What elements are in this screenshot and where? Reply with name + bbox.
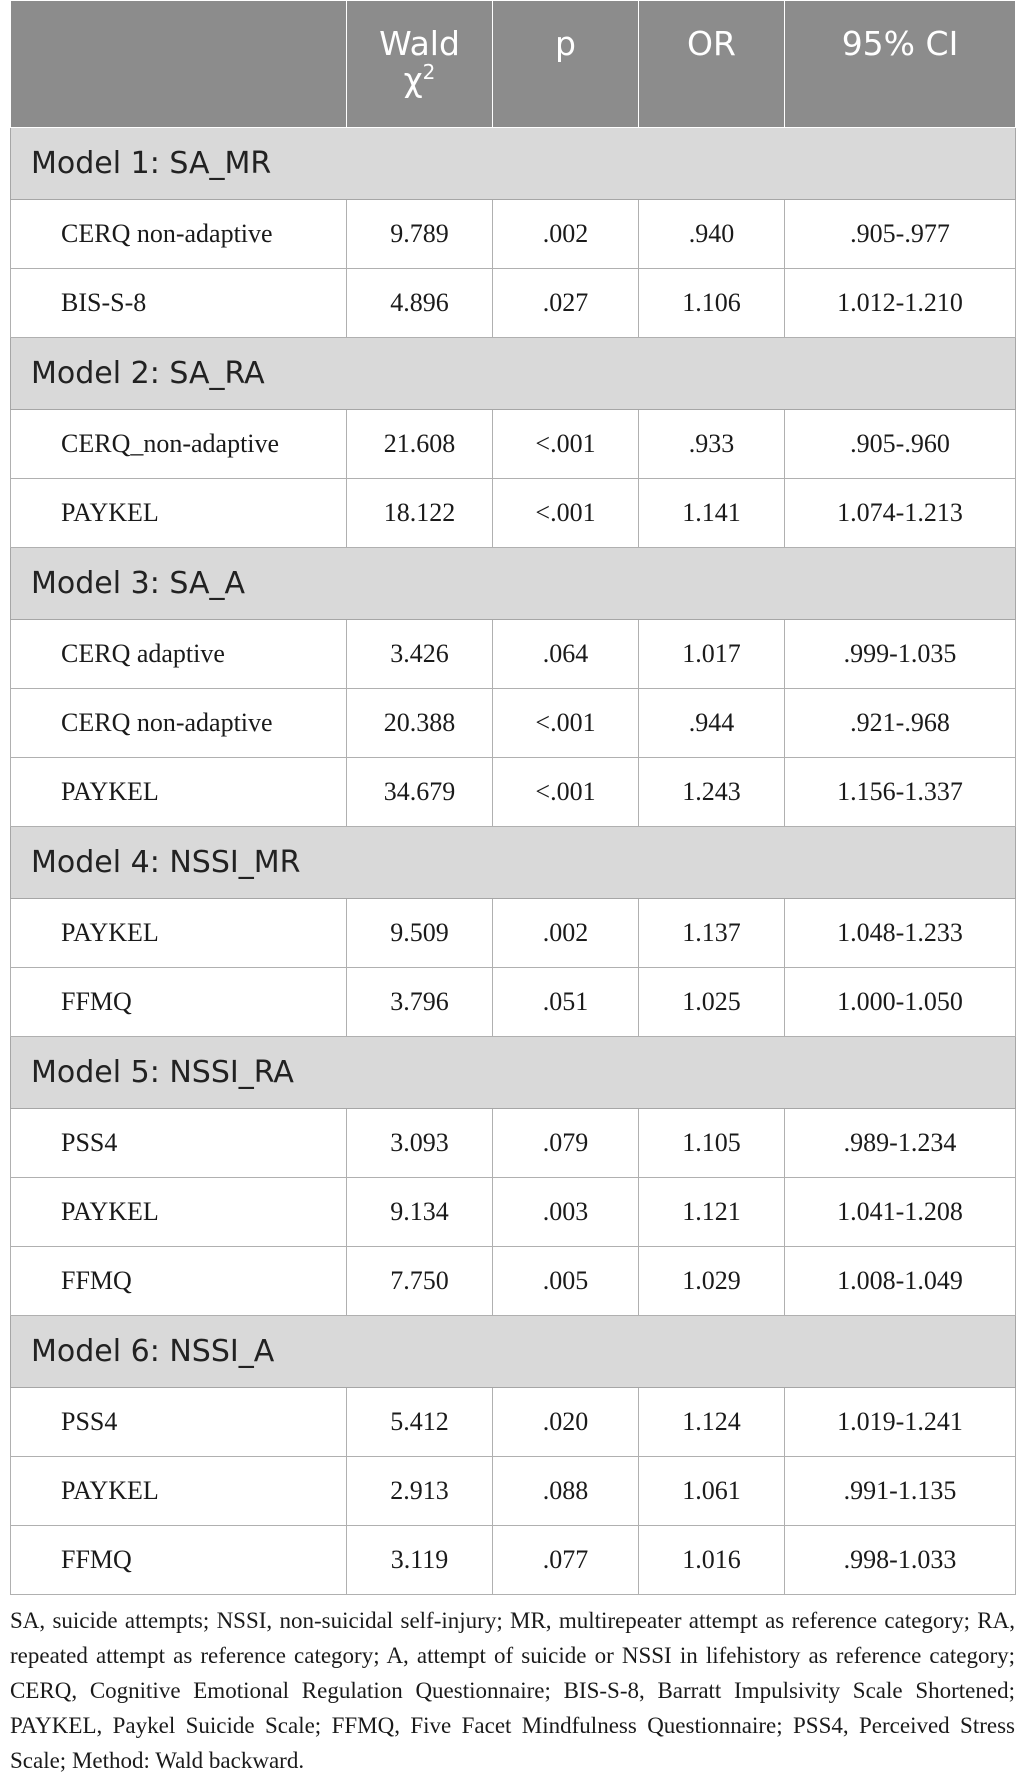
p-cell: .064 [493,620,639,689]
ci-cell: .999-1.035 [785,620,1016,689]
predictor-label: CERQ adaptive [11,620,347,689]
table-row [11,1247,1016,1316]
model-title: Model 2: SA_RA [11,338,1016,410]
ci-cell: .991-1.135 [785,1457,1016,1526]
header-chi-superscript: 2 [422,59,436,84]
wald-cell: 4.896 [347,269,493,338]
wald-cell: 7.750 [347,1247,493,1316]
or-cell: 1.106 [639,269,785,338]
wald-cell: 2.913 [347,1457,493,1526]
predictor-label: PAYKEL [11,899,347,968]
wald-cell: 18.122 [347,479,493,548]
header-p-label: p [555,24,576,63]
table-row [11,1457,1016,1526]
regression-table-container [10,0,1015,1595]
p-cell: .079 [493,1109,639,1178]
ci-cell: .989-1.234 [785,1109,1016,1178]
or-cell: 1.124 [639,1388,785,1457]
ci-cell: .921-.968 [785,689,1016,758]
or-cell: 1.016 [639,1526,785,1595]
predictor-label: FFMQ [11,1526,347,1595]
table-row [11,758,1016,827]
table-row [11,200,1016,269]
predictor-label: FFMQ [11,1247,347,1316]
predictor-label: BIS-S-8 [11,269,347,338]
predictor-label: PAYKEL [11,1457,347,1526]
table-row [11,899,1016,968]
or-cell: 1.243 [639,758,785,827]
p-cell: .020 [493,1388,639,1457]
or-cell: 1.061 [639,1457,785,1526]
model-section-row [11,128,1016,200]
table-row [11,1109,1016,1178]
table-footnote: SA, suicide attempts; NSSI, non-suicidal self-injury; MR, multirepeater attempt as reference category; RA, repeated attempt as reference category; A, attempt of suicide or NSSI in lifehistory as reference category; CERQ, Cognitive Emotional Regulation Questionnaire; BIS-S-8, Barratt Impulsivity Scale Shortened; PAYKEL, Paykel Suicide Scale; FFMQ, Five Facet Mindfulness Questionnaire; PSS4, Perceived Stress Scale; Method: Wald backward. [10,1608,1015,1773]
ci-cell: .905-.960 [785,410,1016,479]
p-cell: .005 [493,1247,639,1316]
predictor-label: PAYKEL [11,1178,347,1247]
model-title: Model 6: NSSI_A [11,1316,1016,1388]
ci-cell: 1.074-1.213 [785,479,1016,548]
table-body [11,128,1016,1595]
p-cell: <.001 [493,410,639,479]
table-row [11,1388,1016,1457]
table-row [11,1526,1016,1595]
p-cell: <.001 [493,689,639,758]
or-cell: 1.141 [639,479,785,548]
wald-cell: 5.412 [347,1388,493,1457]
table-header-row [11,1,1016,128]
predictor-label: PSS4 [11,1388,347,1457]
p-cell: .077 [493,1526,639,1595]
header-p [493,1,639,128]
header-ci [785,1,1016,128]
p-cell: <.001 [493,758,639,827]
predictor-label: PSS4 [11,1109,347,1178]
wald-cell: 9.134 [347,1178,493,1247]
wald-cell: 20.388 [347,689,493,758]
or-cell: 1.029 [639,1247,785,1316]
header-chi-symbol: χ [403,59,423,99]
ci-cell: .905-.977 [785,200,1016,269]
ci-cell: 1.000-1.050 [785,968,1016,1037]
or-cell: 1.017 [639,620,785,689]
wald-cell: 3.426 [347,620,493,689]
ci-cell: .998-1.033 [785,1526,1016,1595]
or-cell: .940 [639,200,785,269]
or-cell: .933 [639,410,785,479]
p-cell: .051 [493,968,639,1037]
table-row [11,479,1016,548]
ci-cell: 1.041-1.208 [785,1178,1016,1247]
ci-cell: 1.012-1.210 [785,269,1016,338]
wald-cell: 34.679 [347,758,493,827]
p-cell: .003 [493,1178,639,1247]
model-section-row [11,1316,1016,1388]
ci-cell: 1.008-1.049 [785,1247,1016,1316]
header-predictor [11,1,347,128]
model-section-row [11,338,1016,410]
model-section-row [11,548,1016,620]
header-or-label: OR [687,24,736,63]
predictor-label: CERQ non-adaptive [11,689,347,758]
table-row [11,620,1016,689]
or-cell: 1.137 [639,899,785,968]
predictor-label: PAYKEL [11,479,347,548]
or-cell: .944 [639,689,785,758]
model-section-row [11,827,1016,899]
or-cell: 1.025 [639,968,785,1037]
p-cell: .002 [493,899,639,968]
model-title: Model 4: NSSI_MR [11,827,1016,899]
ci-cell: 1.019-1.241 [785,1388,1016,1457]
wald-cell: 9.509 [347,899,493,968]
ci-cell: 1.048-1.233 [785,899,1016,968]
header-wald-chi2 [347,1,493,128]
table-row [11,410,1016,479]
wald-cell: 21.608 [347,410,493,479]
header-or [639,1,785,128]
predictor-label: CERQ_non-adaptive [11,410,347,479]
or-cell: 1.121 [639,1178,785,1247]
model-title: Model 1: SA_MR [11,128,1016,200]
model-title: Model 3: SA_A [11,548,1016,620]
regression-table [10,0,1016,1595]
model-section-row [11,1037,1016,1109]
predictor-label: CERQ non-adaptive [11,200,347,269]
table-row [11,1178,1016,1247]
header-ci-label: 95% CI [841,24,959,63]
wald-cell: 3.119 [347,1526,493,1595]
predictor-label: PAYKEL [11,758,347,827]
wald-cell: 3.093 [347,1109,493,1178]
or-cell: 1.105 [639,1109,785,1178]
table-row [11,968,1016,1037]
ci-cell: 1.156-1.337 [785,758,1016,827]
header-wald-label: Wald [379,24,460,63]
wald-cell: 3.796 [347,968,493,1037]
p-cell: .027 [493,269,639,338]
predictor-label: FFMQ [11,968,347,1037]
table-row [11,689,1016,758]
p-cell: .088 [493,1457,639,1526]
model-title: Model 5: NSSI_RA [11,1037,1016,1109]
wald-cell: 9.789 [347,200,493,269]
p-cell: <.001 [493,479,639,548]
p-cell: .002 [493,200,639,269]
table-row [11,269,1016,338]
